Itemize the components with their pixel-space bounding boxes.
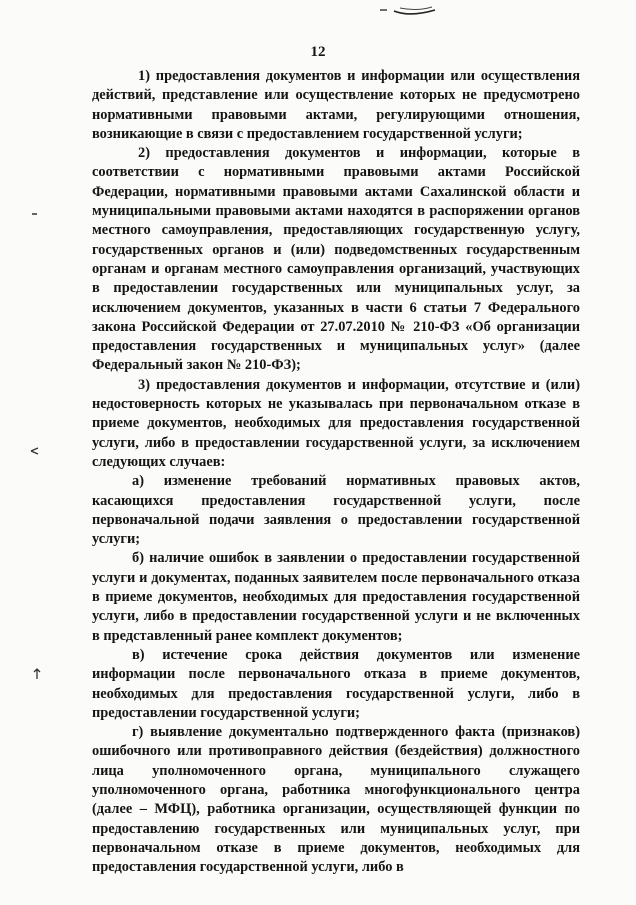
- page-number: 12: [310, 44, 326, 60]
- scan-speck-icon: [30, 447, 40, 455]
- scan-mark-icon: [378, 2, 438, 16]
- paragraph-item-3: 3) предоставления документов и информации, отсутствие и (или) недостоверность которых не указывалась при первоначальном отказе в приеме документов, необходимых для предоставления государственной услуги, либо в предоставлении государственной услуги, за исключением следующих случаев:: [92, 376, 580, 470]
- scan-speck-icon: [32, 668, 42, 680]
- paragraph-item-2: 2) предоставления документов и информации, которые в соответствии с нормативными правовыми актами Российской Федерации, нормативными правовыми актами Сахалинской области и муниципальными правовыми актами находятся в распоряжении органов местного самоуправления, предоставляющих государственную услугу, государственных органов и (или) подведомственных государственным органам и органам местного самоуправления организаций, участвующих в предоставлении государственных или муниципальных услуг, за исключением документов, указанных в части 6 статьи 7 Федерального закона Российской Федерации от 27.07.2010 № 210-ФЗ «Об организации предоставления государственных и муниципальных услуг» (далее Федеральный закон № 210-ФЗ);: [92, 145, 580, 374]
- document-body: [92, 67, 580, 877]
- scan-speck-icon: [31, 211, 39, 217]
- paragraph-subitem-g: г) выявление документально подтвержденного факта (признаков) ошибочного или противоправного действия (бездействия) должностного лица уполномоченного органа, муниципального служащего уполномоченного органа, работника многофункционального центра (далее – МФЦ), работника организации, осуществляющей функции по предоставлению государственных или муниципальных услуг, при первоначальном отказе в приеме документов, необходимых для предоставления государственной услуги, либо в: [92, 724, 580, 876]
- paragraph-subitem-b: б) наличие ошибок в заявлении о предоставлении государственной услуги и документах, поданных заявителем после первоначального отказа в приеме документов, необходимых для предоставления государственной услуги, либо в предоставлении государственной услуги и не включенных в представленный ранее комплект документов;: [92, 550, 580, 644]
- paragraph-subitem-v: в) истечение срока действия документов или изменение информации после первоначального отказа в приеме документов, необходимых для предоставления государственной услуги, либо в предоставлении государственной услуги;: [92, 646, 580, 721]
- paragraph-item-1: 1) предоставления документов и информации или осуществления действий, представление или осуществление которых не предусмотрено нормативными правовыми актами, регулирующими отношения, возникающие в связи с предоставлением государственной услуги;: [92, 68, 580, 142]
- paragraph-subitem-a: а) изменение требований нормативных правовых актов, касающихся предоставления государственной услуги, после первоначальной подачи заявления о предоставлении государственной услуги;: [92, 473, 580, 548]
